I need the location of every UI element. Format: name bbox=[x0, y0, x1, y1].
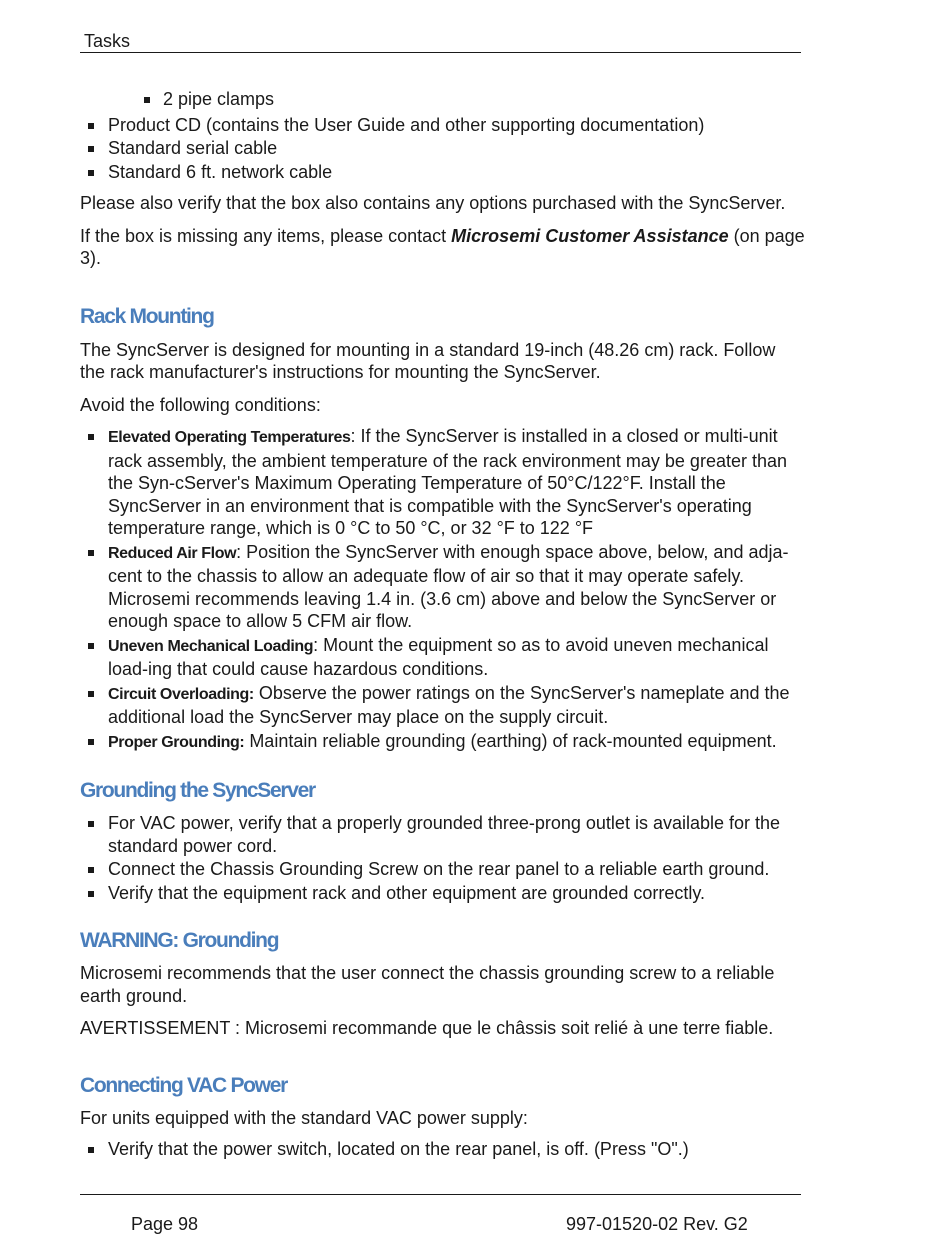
text-span: Observe the power ratings on the SyncServer's nameplate and the additional load the SyncServer may place on the supply circuit. bbox=[108, 682, 790, 727]
list-item: 2 pipe clamps bbox=[136, 88, 805, 111]
bullet-list bbox=[80, 812, 805, 904]
term: Reduced Air Flow bbox=[108, 544, 237, 562]
paragraph bbox=[80, 225, 805, 270]
section-heading: Rack Mounting bbox=[80, 304, 214, 328]
list-item bbox=[80, 425, 805, 540]
list-item: Product CD (contains the User Guide and other supporting documentation) bbox=[80, 114, 805, 137]
list-item bbox=[80, 541, 805, 633]
bullet-list bbox=[80, 114, 805, 184]
document-id: 997-01520-02 Rev. G2 bbox=[566, 1214, 748, 1234]
section-heading: Connecting VAC Power bbox=[80, 1073, 287, 1097]
paragraph: Avoid the following conditions: bbox=[80, 394, 321, 415]
text-span: Maintain reliable grounding (earthing) of rack-mounted equipment. bbox=[244, 730, 777, 751]
footer-rule bbox=[80, 1194, 801, 1195]
paragraph: Please also verify that the box also contains any options purchased with the SyncServer. bbox=[80, 193, 786, 213]
text-span: If the box is missing any items, please contact bbox=[80, 225, 452, 246]
paragraph: AVERTISSEMENT : Microsemi recommande que le châssis soit relié à une terre fiable. bbox=[80, 1018, 774, 1038]
text-span: : Mount the equipment so as to avoid uneven mechanical load-ing that could cause hazardous conditions. bbox=[108, 634, 769, 679]
list-item bbox=[80, 634, 805, 681]
list-item bbox=[80, 682, 805, 729]
list-item: Standard 6 ft. network cable bbox=[80, 161, 805, 184]
conditions-list bbox=[80, 425, 805, 754]
section-heading: WARNING: Grounding bbox=[80, 929, 279, 952]
list-item: Connect the Chassis Grounding Screw on the rear panel to a reliable earth ground. bbox=[80, 858, 805, 881]
term: Uneven Mechanical Loading bbox=[108, 637, 314, 655]
term: Elevated Operating Temperatures bbox=[108, 429, 351, 446]
list-item bbox=[80, 730, 805, 755]
page-number: Page 98 bbox=[131, 1214, 199, 1234]
text-span: : Position the SyncServer with enough space above, below, and adja-cent to the chassis to allow an adequate flow of air so that it may operate safely. Microsemi recommends leaving 1.4 in. (3.6 cm) above and below the SyncServer or enough space to allow 5 CFM air flow. bbox=[108, 541, 789, 631]
page-content bbox=[80, 88, 805, 1162]
text-span: : If the SyncServer is installed in a closed or multi-unit rack assembly, the ambient temperature of the rack environment may be greater than the Syn-cServer's Maximum Operating Temperature of 50°C/122°F. Install the SyncServer in an environment that is compatible with the SyncServer's operating temperature range, which is 0 °C to 50 °C, or 32 °F to 122 °F bbox=[108, 426, 787, 538]
list-item: Verify that the equipment rack and other equipment are grounded correctly. bbox=[80, 882, 805, 905]
text-span: (on page 3). bbox=[80, 225, 805, 268]
paragraph: Microsemi recommends that the user connect the chassis grounding screw to a reliable earth ground. bbox=[80, 963, 775, 1006]
list-item: Verify that the power switch, located on the rear panel, is off. (Press "O".) bbox=[80, 1138, 805, 1161]
sub-bullet-list bbox=[80, 88, 805, 111]
list-item: For VAC power, verify that a properly grounded three-prong outlet is available for the standard power cord. bbox=[80, 812, 805, 857]
term: Proper Grounding: bbox=[108, 733, 245, 751]
paragraph: For units equipped with the standard VAC power supply: bbox=[80, 1107, 528, 1128]
cross-reference-link[interactable]: Microsemi Customer Assistance bbox=[451, 225, 729, 246]
running-head: Tasks bbox=[84, 31, 131, 51]
header-rule bbox=[80, 52, 801, 53]
section-heading: Grounding the SyncServer bbox=[80, 779, 315, 802]
bullet-list bbox=[80, 1138, 805, 1161]
paragraph: The SyncServer is designed for mounting in a standard 19-inch (48.26 cm) rack. Follow the rack manufacturer's instructions for mounting the SyncServer. bbox=[80, 339, 776, 382]
term: Circuit Overloading: bbox=[108, 685, 254, 703]
list-item: Standard serial cable bbox=[80, 137, 805, 160]
